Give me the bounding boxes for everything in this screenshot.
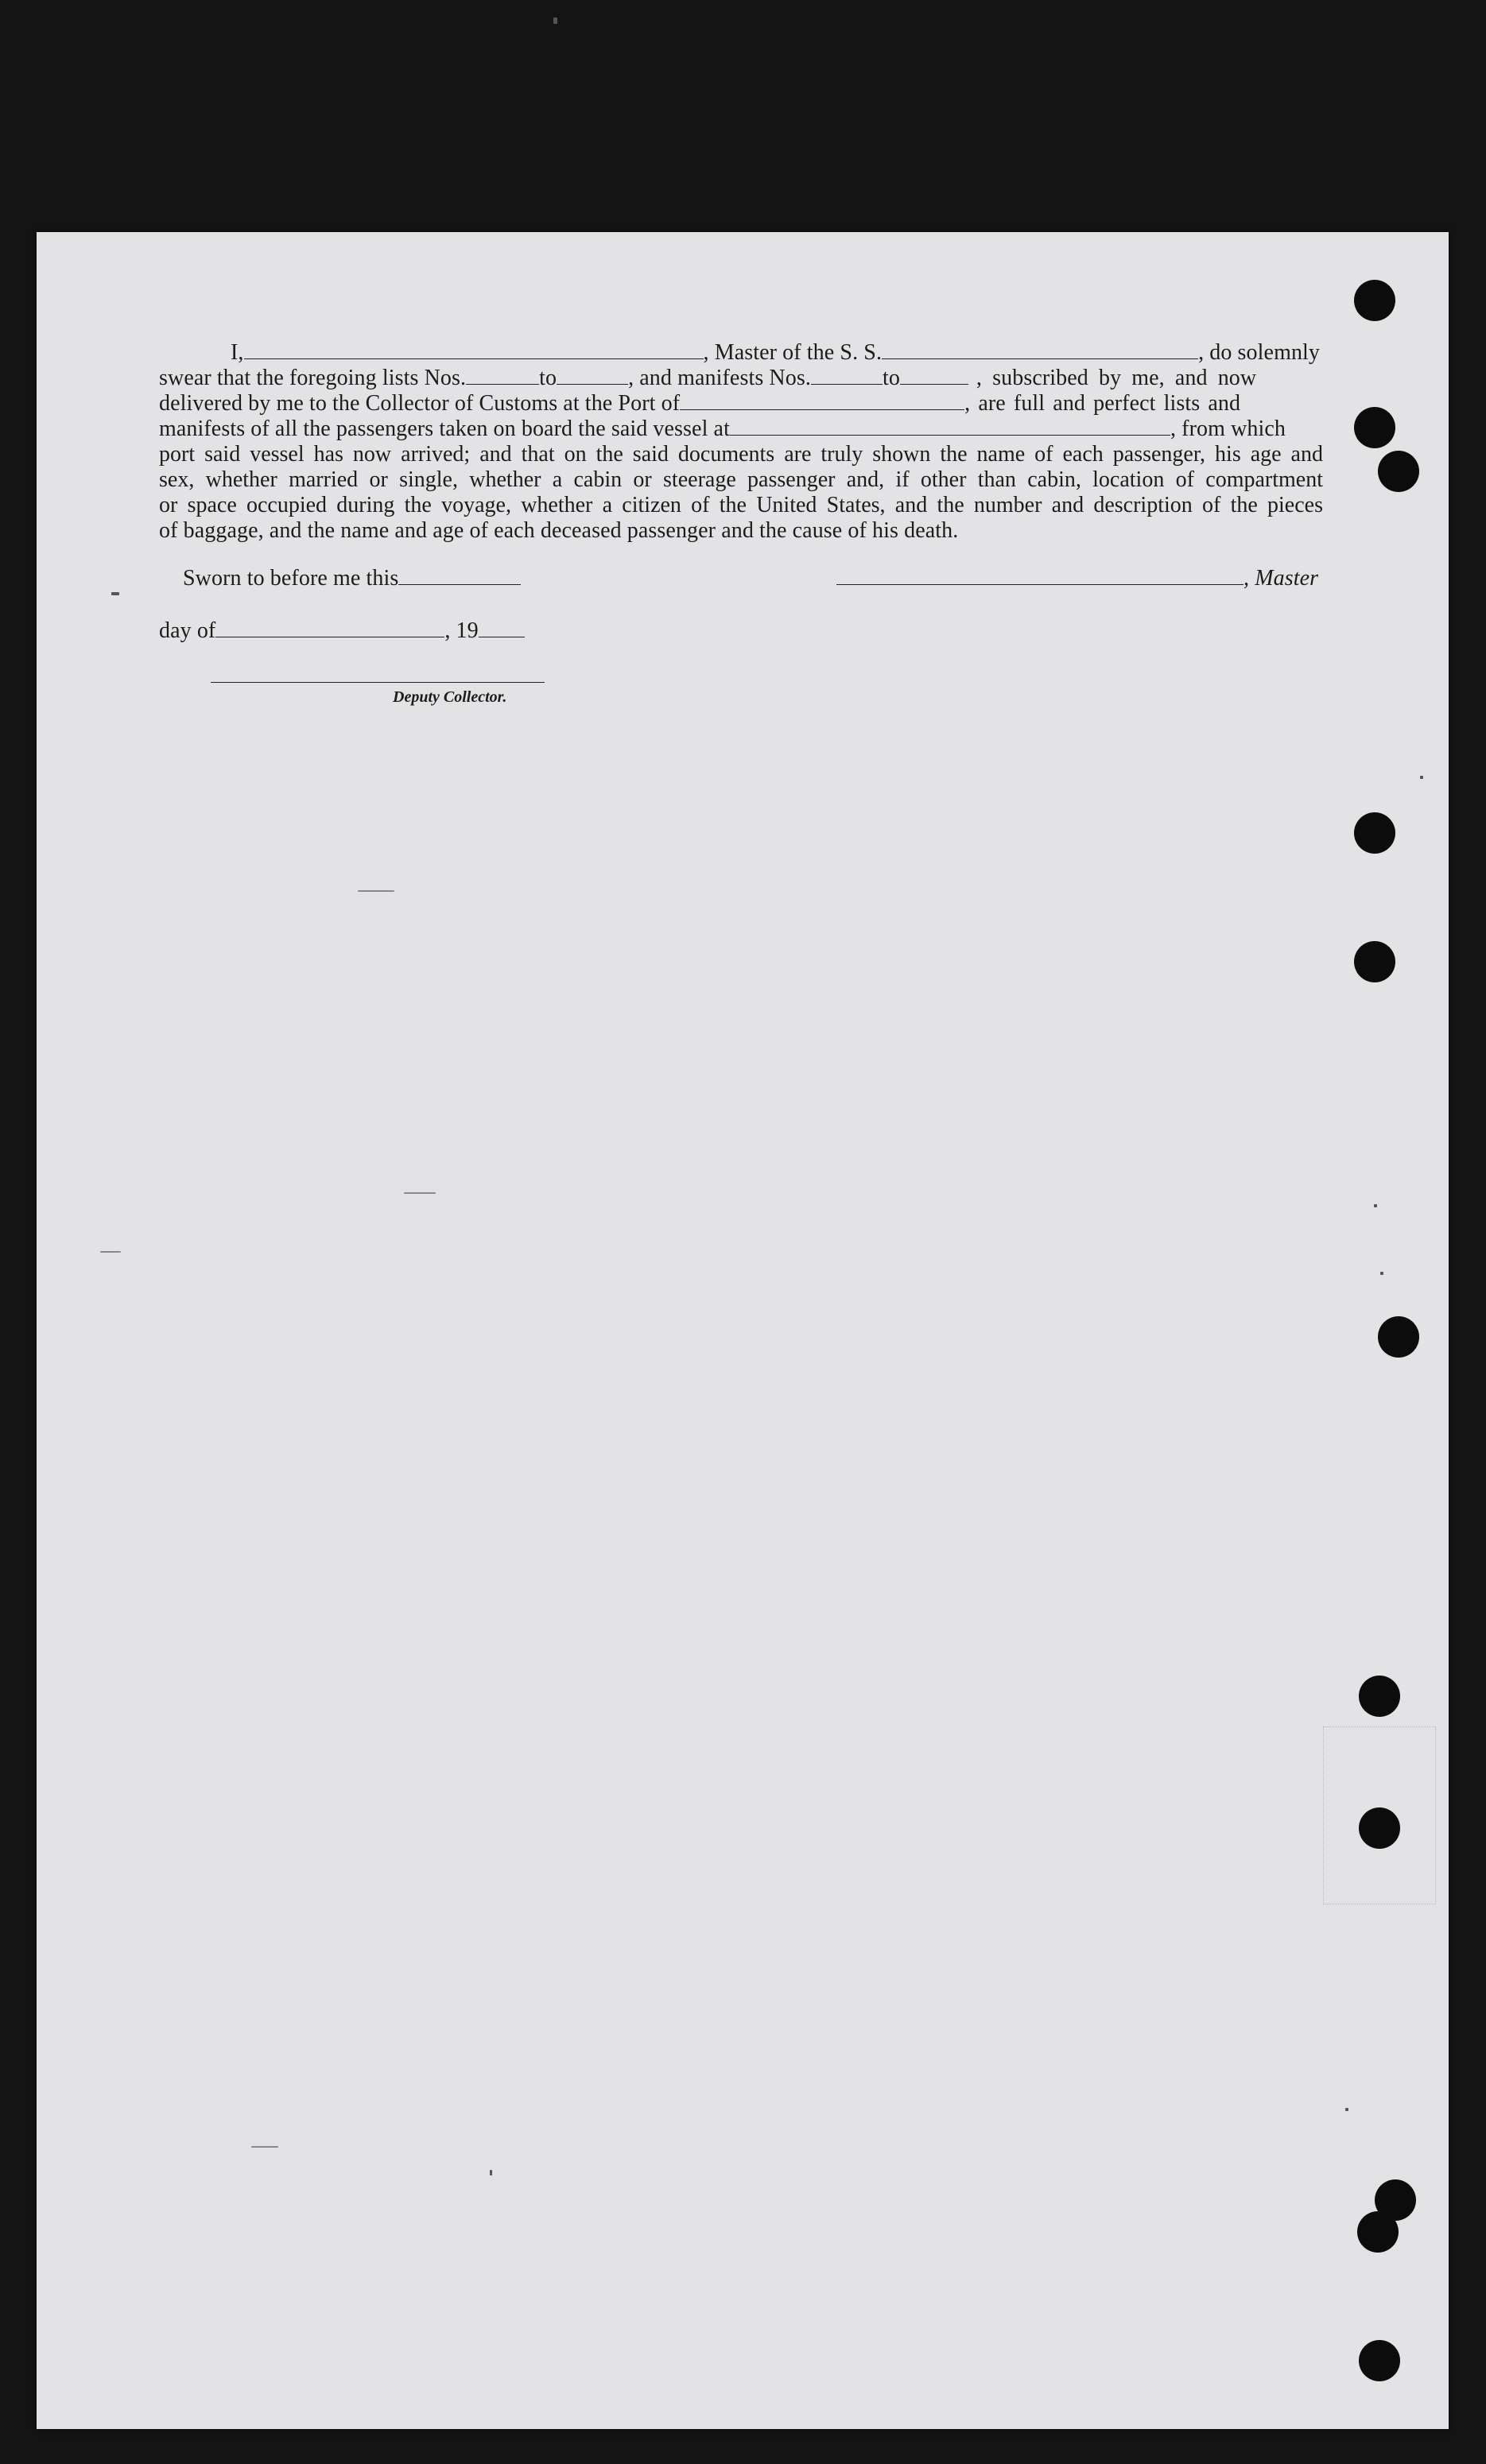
oath-master-of: , Master of the S. S. <box>703 340 883 365</box>
scan-speck <box>490 2170 492 2175</box>
port-blank[interactable] <box>680 392 964 410</box>
punch-hole <box>1378 451 1419 492</box>
manifests-from-blank[interactable] <box>811 366 883 385</box>
oath-to-1: to <box>539 366 557 390</box>
deputy-signature-rule[interactable] <box>211 682 545 683</box>
oath-line-4 <box>159 416 1286 442</box>
oath-i: I, <box>231 340 244 365</box>
scan-speck <box>111 592 119 595</box>
manifests-to-blank[interactable] <box>900 366 968 385</box>
oath-subscribed: , subscribed by me, and now <box>976 366 1257 390</box>
punch-hole <box>1354 812 1395 854</box>
oath-full-perfect: , are full and perfect lists and <box>964 391 1241 416</box>
sworn-line <box>183 566 521 591</box>
punch-hole <box>1359 1676 1400 1717</box>
master-name-blank[interactable] <box>244 341 704 359</box>
oath-do-solemnly: , do solemnly <box>1198 340 1321 365</box>
oath-line-5: port said vessel has now arrived; and that on the said documents are truly shown the name of each passenger, his age and <box>159 442 1323 467</box>
oath-line-6: sex, whether married or single, whether a cabin or steerage passenger and, if other than cabin, location of compartment <box>159 467 1323 492</box>
day-of-label: day of <box>159 618 216 643</box>
form-page <box>37 232 1449 2429</box>
year-blank[interactable] <box>479 619 525 637</box>
deputy-collector-label: Deputy Collector. <box>393 688 507 706</box>
punch-hole <box>1354 407 1395 448</box>
punch-hole <box>1359 2340 1400 2381</box>
scan-speck <box>1374 1204 1377 1207</box>
oath-line-7: or space occupied during the voyage, whether a citizen of the United States, and the number and description of the pieces <box>159 493 1323 517</box>
scan-speck <box>100 1251 121 1253</box>
faint-stamp-outline <box>1323 1726 1436 1904</box>
oath-line-2 <box>159 366 1256 391</box>
scan-speck <box>1345 2108 1348 2111</box>
scan-speck <box>358 890 394 892</box>
punch-hole <box>1354 941 1395 982</box>
scan-speck <box>251 2146 278 2148</box>
scan-speck <box>404 1192 436 1194</box>
scan-speck <box>1420 776 1423 779</box>
day-of-line <box>159 618 525 644</box>
oath-manifests-all: manifests of all the passengers taken on board the said vessel at <box>159 416 730 441</box>
punch-hole <box>1354 280 1395 321</box>
punch-hole <box>1357 2211 1399 2253</box>
oath-manifests-nos: , and manifests Nos. <box>628 366 811 390</box>
scan-speck <box>1380 1272 1383 1275</box>
oath-line-1 <box>231 340 1320 366</box>
punch-hole <box>1378 1316 1419 1358</box>
year-label: , 19 <box>444 618 479 643</box>
embarkation-port-blank[interactable] <box>730 417 1170 436</box>
oath-line-8: of baggage, and the name and age of each deceased passenger and the cause of his death. <box>159 518 959 543</box>
oath-line-3 <box>159 391 1240 416</box>
oath-to-2: to <box>882 366 900 390</box>
sworn-label: Sworn to before me this <box>183 566 399 591</box>
lists-from-blank[interactable] <box>466 366 539 385</box>
scan-speck <box>553 17 557 24</box>
master-signature-line <box>836 566 1318 591</box>
sworn-date-blank[interactable] <box>398 567 521 585</box>
master-signature-blank[interactable] <box>836 567 1244 585</box>
month-blank[interactable] <box>215 619 444 637</box>
oath-lists-nos: swear that the foregoing lists Nos. <box>159 366 467 390</box>
oath-from-which: , from which <box>1170 416 1286 441</box>
master-label: , Master <box>1244 566 1319 591</box>
lists-to-blank[interactable] <box>557 366 628 385</box>
oath-delivered: delivered by me to the Collector of Customs at the Port of <box>159 391 681 416</box>
ship-name-blank[interactable] <box>882 341 1198 359</box>
